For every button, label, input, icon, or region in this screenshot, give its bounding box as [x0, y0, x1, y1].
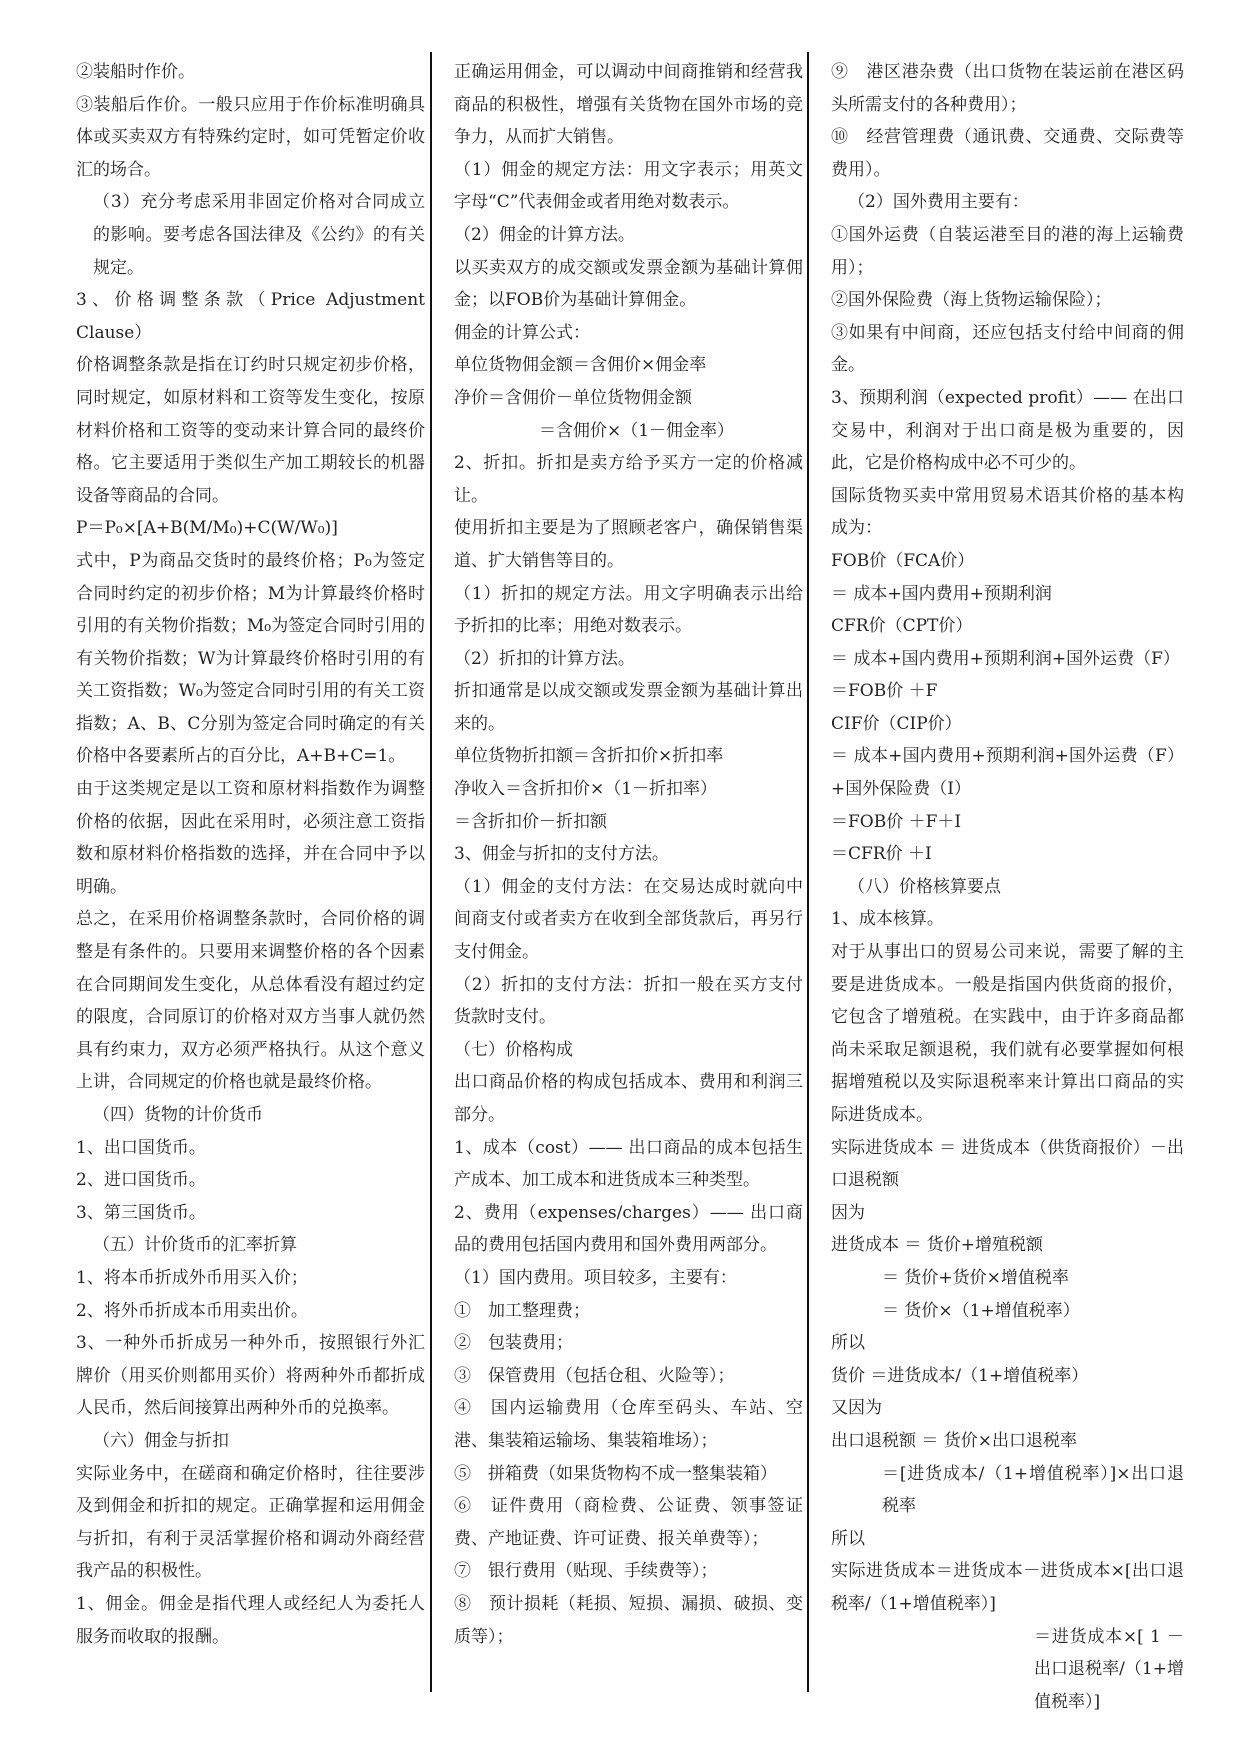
paragraph: （1）国内费用。项目较多，主要有： [454, 1267, 737, 1288]
paragraph: 所以 [831, 1528, 865, 1549]
paragraph: 1、将本币折成外币用买入价； [76, 1267, 308, 1288]
paragraph: 3、一种外币折成另一种外币，按照银行外汇牌价（用买价则都用买价）将两种外币都折成人民币，然后间接算出两种外币的兑换率。 [76, 1333, 425, 1419]
column-divider [430, 52, 432, 1692]
paragraph: 净价＝含佣价－单位货物佣金额 [454, 387, 692, 408]
paragraph: ⑦ 银行费用（贴现、手续费等）； [454, 1561, 718, 1582]
paragraph: ＝CFR价 ＋I [831, 844, 932, 865]
paragraph: （2）佣金的计算方法。 [454, 224, 635, 245]
paragraph: 净收入＝含折扣价×（1－折扣率） [454, 779, 718, 800]
paragraph: 3、第三国货币。 [76, 1202, 206, 1223]
paragraph: （八）价格核算要点 [848, 876, 1001, 897]
paragraph: ⑩ 经营管理费（通讯费、交通费、交际费等费用）。 [831, 127, 1184, 180]
paragraph: ③如果有中间商，还应包括支付给中间商的佣金。 [831, 322, 1184, 376]
paragraph: （1）佣金的支付方法：在交易达成时就向中间商支付或者卖方在收到全部货款后，再另行支付佣金。 [454, 876, 803, 963]
paragraph: ＝进货成本×[ 1 －出口退税率/（1+增值税率）] [1034, 1626, 1184, 1712]
column-divider [807, 52, 809, 1692]
paragraph: 1、出口国货币。 [76, 1137, 206, 1158]
paragraph: 2、折扣。折扣是卖方给予买方一定的价格减让。 [454, 453, 803, 506]
paragraph: 单位货物折扣额＝含折扣价×折扣率 [454, 746, 724, 767]
paragraph: （1）折扣的规定方法。用文字明确表示出给予折扣的比率；用绝对数表示。 [454, 583, 803, 637]
paragraph: 单位货物佣金额＝含佣价×佣金率 [454, 355, 707, 376]
paragraph: 1、佣金。佣金是指代理人或经纪人为委托人服务而收取的报酬。 [76, 1593, 425, 1647]
paragraph: ＝ 货价×（1+增值税率） [882, 1300, 1080, 1321]
paragraph: ①国外运费（自装运港至目的港的海上运输费用）； [831, 224, 1184, 278]
paragraph: 国际货物买卖中常用贸易术语其价格的基本构成为： [831, 485, 1184, 539]
paragraph: 2、将外币折成本币用卖出价。 [76, 1300, 308, 1321]
paragraph: 1、成本核算。 [831, 909, 944, 930]
paragraph: （五）计价货币的汇率折算 [93, 1235, 297, 1256]
paragraph: P＝P₀×[A+B(M/M₀)+C(W/W₀)] [76, 518, 338, 539]
paragraph: ＝FOB价 ＋F [831, 681, 938, 702]
paragraph: 实际进货成本＝进货成本－进货成本×[出口退税率/（1+增值税率）] [831, 1561, 1184, 1614]
paragraph: 对于从事出口的贸易公司来说，需要了解的主要是进货成本。一般是指国内供货商的报价，它包含了增殖税。在实践中，由于许多商品都尚未采取足额退税，我们就有必要掌握如何根据增殖税以及实际退税率来计算出口商品的实际进货成本。 [831, 942, 1184, 1125]
paragraph: ②装船时作价。 [76, 62, 195, 82]
paragraph: （3）充分考虑采用非固定价格对合同成立的影响。要考虑各国法律及《公约》的有关规定。 [93, 192, 425, 278]
paragraph: ③装船后作价。一般只应用于作价标准明确具体或买卖双方有特殊约定时，如可凭暂定价收汇的场合。 [76, 94, 425, 180]
paragraph: ⑧ 预计损耗（耗损、短损、漏损、破损、变质等）； [454, 1593, 803, 1647]
paragraph: ③ 保管费用（包括仓租、火险等）； [454, 1365, 735, 1386]
paragraph: 货价 ＝进货成本/（1+增值税率） [831, 1365, 1089, 1386]
paragraph: 所以 [831, 1333, 865, 1354]
paragraph: 实际进货成本 ＝ 进货成本（供货商报价）－出口退税额 [831, 1137, 1184, 1191]
text-column-3 [814, 56, 1184, 1718]
paragraph: 因为 [831, 1202, 865, 1223]
paragraph: （2）折扣的计算方法。 [454, 648, 635, 669]
paragraph: 式中，P为商品交货时的最终价格；P₀为签定合同时约定的初步价格；M为计算最终价格时引用的有关物价指数；M₀为签定合同时引用的有关物价指数；W为计算最终价格时引用的有关工资指数；W₀为签定合同时引用的有关工资指数；A、B、C分别为签定合同时确定的有关价格中各要素所占的百分比，A+B+C=1。 [76, 550, 425, 767]
paragraph: （六）佣金与折扣 [93, 1430, 229, 1451]
paragraph: ＝[进货成本/（1+增值税率）]×出口退税率 [882, 1463, 1184, 1517]
paragraph: ＝ 成本+国内费用+预期利润+国外运费（F） [831, 648, 1180, 669]
paragraph: 2、费用（expenses/charges）—— 出口商品的费用包括国内费用和国外费用两部分。 [454, 1202, 803, 1256]
paragraph: 出口退税额 ＝ 货价×出口退税率 [831, 1430, 1078, 1451]
paragraph: ⑤ 拼箱费（如果货物构不成一整集装箱） [454, 1463, 777, 1484]
paragraph: FOB价（FCA价） [831, 550, 975, 571]
paragraph: 3、佣金与折扣的支付方法。 [454, 844, 669, 865]
paragraph: CIF价（CIP价） [831, 713, 962, 734]
paragraph: ① 加工整理费； [454, 1300, 590, 1321]
paragraph: 由于这类规定是以工资和原材料指数作为调整价格的依据，因此在采用时，必须注意工资指数和原材料价格指数的选择，并在合同中予以明确。 [76, 779, 425, 897]
paragraph: （四）货物的计价货币 [93, 1105, 263, 1125]
text-column-2 [437, 56, 803, 1653]
paragraph: ＝ 成本+国内费用+预期利润+国外运费（F）+国外保险费（I） [831, 746, 1184, 800]
paragraph: 又因为 [831, 1398, 882, 1419]
paragraph: 进货成本 ＝ 货价+增殖税额 [831, 1235, 1044, 1256]
paragraph: ＝含佣价×（1－佣金率） [539, 420, 735, 441]
paragraph: （1）佣金的规定方法：用文字表示；用英文字母“C”代表佣金或者用绝对数表示。 [454, 159, 803, 213]
paragraph: （2）国外费用主要有： [848, 192, 1029, 213]
paragraph: 出口商品价格的构成包括成本、费用和利润三部分。 [454, 1072, 803, 1125]
paragraph: 实际业务中，在磋商和确定价格时，往往要涉及到佣金和折扣的规定。正确掌握和运用佣金与折扣，有利于灵活掌握价格和调动外商经营我产品的积极性。 [76, 1463, 425, 1582]
paragraph: ② 包装费用； [454, 1333, 573, 1354]
paragraph: （七）价格构成 [454, 1039, 573, 1060]
paragraph: 使用折扣主要是为了照顾老客户，确保销售渠道、扩大销售等目的。 [454, 518, 803, 571]
paragraph: 2、进口国货币。 [76, 1170, 206, 1191]
paragraph: CFR价（CPT价） [831, 616, 973, 637]
paragraph: ＝含折扣价－折扣额 [454, 811, 607, 832]
paragraph: 价格调整条款是指在订约时只规定初步价格，同时规定，如原材料和工资等发生变化，按原材料价格和工资等的变动来计算合同的最终价格。它主要适用于类似生产加工期较长的机器设备等商品的合同。 [76, 355, 425, 506]
paragraph: 佣金的计算公式： [454, 322, 590, 343]
paragraph: 3、价格调整条款（Price Adjustment Clause） [76, 290, 425, 343]
paragraph: ②国外保险费（海上货物运输保险）； [831, 290, 1112, 311]
paragraph: ⑨ 港区港杂费（出口货物在装运前在港区码头所需支付的各种费用）； [831, 62, 1184, 115]
paragraph: ＝ 货价+货价×增值税率 [882, 1267, 1069, 1288]
paragraph: 1、成本（cost）—— 出口商品的成本包括生产成本、加工成本和进货成本三种类型。 [454, 1137, 803, 1191]
paragraph: ④ 国内运输费用（仓库至码头、车站、空港、集装箱运输场、集装箱堆场）； [454, 1398, 803, 1451]
paragraph: 3、预期利润（expected profit）—— 在出口交易中，利润对于出口商是极为重要的，因此，它是价格构成中必不可少的。 [831, 387, 1184, 474]
paragraph: 折扣通常是以成交额或发票金额为基础计算出来的。 [454, 681, 803, 734]
paragraph: ＝FOB价 ＋F＋I [831, 811, 962, 832]
paragraph: 总之，在采用价格调整条款时，合同价格的调整是有条件的。只要用来调整价格的各个因素在合同期间发生变化，从总体看没有超过约定的限度，合同原订的价格对双方当事人就仍然具有约束力，双方必须严格执行。从这个意义上讲，合同规定的价格也就是最终价格。 [76, 909, 425, 1093]
paragraph: ⑥ 证件费用（商检费、公证费、领事签证费、产地证费、许可证费、报关单费等）； [454, 1496, 803, 1549]
paragraph: 正确运用佣金，可以调动中间商推销和经营我商品的积极性，增强有关货物在国外市场的竞争力，从而扩大销售。 [454, 62, 803, 148]
paragraph: ＝ 成本+国内费用+预期利润 [831, 583, 1052, 604]
paragraph: 以买卖双方的成交额或发票金额为基础计算佣金；以FOB价为基础计算佣金。 [454, 257, 803, 311]
paragraph: （2）折扣的支付方法：折扣一般在买方支付货款时支付。 [454, 974, 803, 1028]
text-column-1 [59, 56, 425, 1653]
